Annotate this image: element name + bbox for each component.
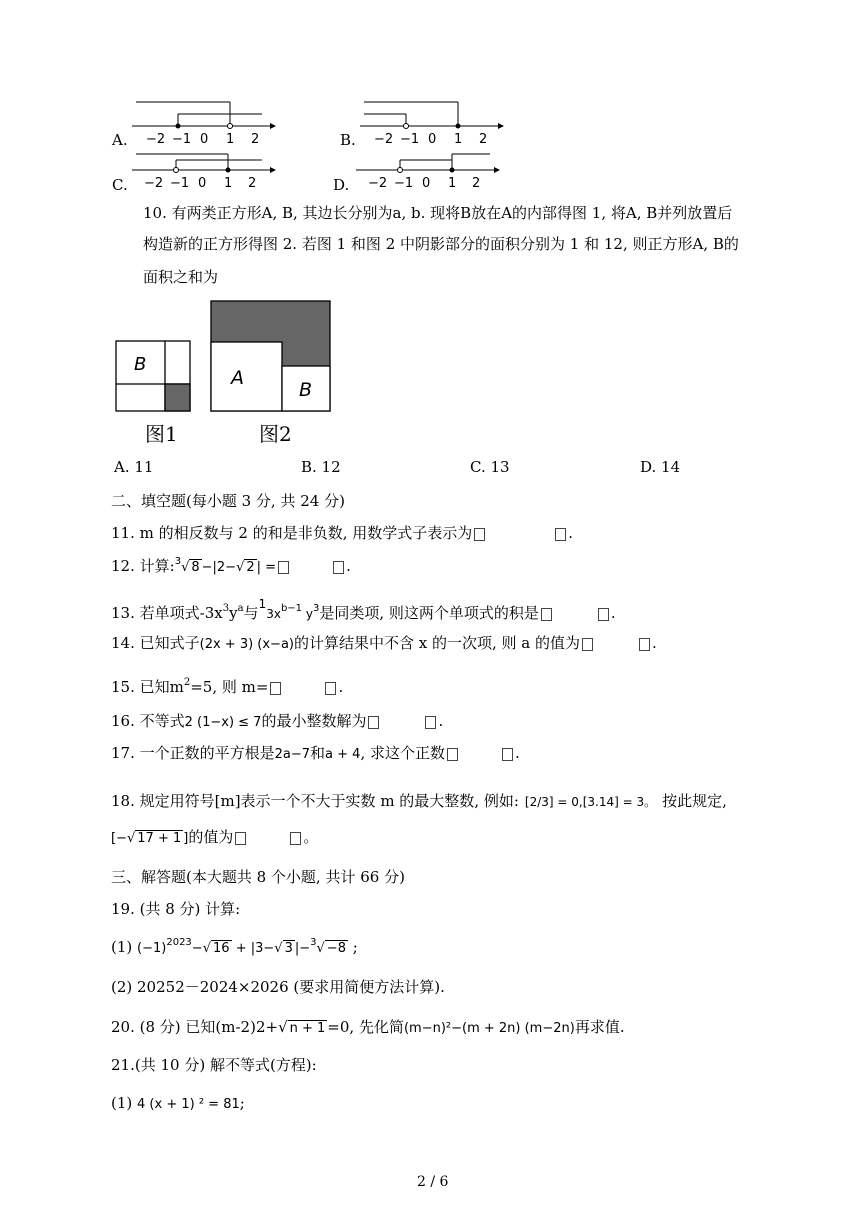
number-line-a <box>132 100 277 148</box>
q17-root2: a + 4 <box>325 747 361 762</box>
q19-part2: (2) 20252－2024×2026 (要求用简便方法计算). <box>111 978 445 996</box>
number-line-d <box>356 146 501 192</box>
q21-equation: 4 (x + 1) ² = 81 <box>137 1097 240 1112</box>
part-label: (1) <box>111 938 133 956</box>
part-end: ; <box>352 938 358 956</box>
answer-blank <box>235 832 246 845</box>
tick-label: −2 <box>374 132 394 147</box>
answer-blank <box>333 561 344 574</box>
q12-prefix: 12. 计算: <box>111 557 175 575</box>
option-a-label: A. <box>112 131 128 149</box>
q17-prefix: 17. 一个正数的平方根是 <box>111 744 275 762</box>
cube-root-index: 3 <box>310 937 317 948</box>
q21-part1 <box>111 1094 245 1112</box>
q19-head: 19. (共 8 分) 计算: <box>111 900 241 918</box>
q10-option-a: A. 11 <box>114 458 154 476</box>
tick-label: 2 <box>248 176 257 191</box>
part-label: (1) <box>111 1094 133 1112</box>
q18-line2-text: 的值为 <box>188 828 234 846</box>
answer-blank <box>447 748 458 761</box>
fig1-caption: 图1 <box>145 422 178 446</box>
q19-part1: (1) $(-1)^{2023}-√$ 16 + |3−√ 3 |−$^3$√ −8 ; <box>111 937 358 956</box>
q12: 12. 计算:$^3$√ 8 −|2−√ 2 | = . <box>111 556 351 575</box>
fraction-denominator: 3 <box>266 607 274 621</box>
option-c-label: C. <box>112 176 128 194</box>
answer-blank <box>639 638 650 651</box>
q20-expression: (m−n)²−(m + 2n) (m−2n) <box>403 1021 575 1036</box>
q18-line1 <box>111 790 727 811</box>
figure-1 <box>114 338 194 414</box>
figure-2 <box>208 298 334 416</box>
q12-tail: | = <box>256 560 277 575</box>
q17-tail: , 求这个正数 <box>360 744 445 762</box>
q13-end: . <box>610 604 616 622</box>
exponent: 3 <box>222 603 230 614</box>
q21-head: 21.(共 10 分) 解不等式(方程): <box>111 1056 317 1074</box>
exponent: 2 <box>183 677 191 688</box>
q10-option-d: D. 14 <box>640 458 681 476</box>
number-line-b <box>360 100 505 148</box>
q18-example: [2/3] = 0,[3.14] = 3。 <box>524 795 657 809</box>
q11 <box>111 522 573 543</box>
answer-blank <box>270 682 281 695</box>
fig1-label-b: B <box>134 354 147 375</box>
answer-blank <box>474 528 485 541</box>
q11-end: . <box>568 524 574 542</box>
q15 <box>111 676 343 697</box>
radicand: 2 <box>246 560 255 575</box>
q16-expression: 2 (1−x) ≤ 7 <box>184 715 262 730</box>
variable: y <box>229 604 238 622</box>
q10-line2: 构造新的正方形得图 2. 若图 1 和图 2 中阴影部分的面积分别为 1 和 12, 则正方形A, B的 <box>143 235 739 253</box>
q14-end: . <box>652 634 657 652</box>
conjunction: 与 <box>243 604 259 622</box>
tick-label: −1 <box>394 176 414 191</box>
q15-end: . <box>338 678 344 696</box>
tick-label: 1 <box>224 176 233 191</box>
tick-label: −2 <box>146 132 166 147</box>
radicand: 3 <box>284 941 293 956</box>
fig2-caption: 图2 <box>259 422 292 446</box>
tick-label: 1 <box>226 132 235 147</box>
option-d-label: D. <box>333 176 350 194</box>
tick-label: 0 <box>422 176 431 191</box>
q15-prefix: 15. 已知m <box>111 678 184 696</box>
tick-label: 2 <box>251 132 260 147</box>
q18-end: 。 <box>303 828 319 846</box>
radicand: n + 1 <box>289 1021 326 1036</box>
radicand: 17 + 1 <box>137 831 182 846</box>
section-2-heading: 二、填空题(每小题 3 分, 共 24 分) <box>111 492 345 510</box>
fraction-numerator: 1 <box>258 597 267 611</box>
tick-label: 0 <box>198 176 207 191</box>
base: (−1) <box>137 941 167 956</box>
radicand: −8 <box>326 941 346 956</box>
q13-tail: 是同类项, 则这两个单项式的积是 <box>319 604 539 622</box>
answer-blank <box>541 608 552 621</box>
q10-line1: 10. 有两类正方形A, B, 其边长分别为a, b. 现将B放在A的内部得图 1, 将A, B并列放置后 <box>143 204 733 222</box>
radicand: 16 <box>213 941 230 956</box>
tick-label: 2 <box>479 132 488 147</box>
answer-blank <box>502 748 513 761</box>
q14-tail: 的计算结果中不含 x 的一次项, 则 a 的值为 <box>294 634 581 652</box>
option-b-label: B. <box>340 131 356 149</box>
answer-blank <box>582 638 593 651</box>
section-3-heading: 三、解答题(本大题共 8 个小题, 共计 66 分) <box>111 868 405 886</box>
q13-prefix: 13. 若单项式-3x <box>111 604 223 622</box>
q14-expression: (2x + 3) (x−a) <box>199 637 294 652</box>
answer-blank <box>290 832 301 845</box>
q18-tail: 按此规定, <box>662 792 727 810</box>
answer-blank <box>425 716 436 729</box>
tick-label: −2 <box>368 176 388 191</box>
answer-blank <box>325 682 336 695</box>
exponent: b−1 <box>280 603 303 614</box>
q10-line3: 面积之和为 <box>143 268 219 286</box>
q11-text: 11. m 的相反数与 2 的和是非负数, 用数学式子表示为 <box>111 524 473 542</box>
tick-label: −2 <box>144 176 164 191</box>
page-number: 2 / 6 <box>417 1174 449 1190</box>
answer-blank <box>598 608 609 621</box>
q13 <box>111 597 616 623</box>
q20-tail: 再求值. <box>574 1018 625 1036</box>
exponent: 2023 <box>166 937 192 948</box>
q18-line2: [−√ 17 + 1 ]的值为 。 <box>111 828 319 846</box>
variable: y <box>305 607 313 621</box>
q17-root1: 2a−7 <box>274 747 311 762</box>
tick-label: 1 <box>448 176 457 191</box>
q15-tail: =5, 则 m= <box>190 678 269 696</box>
variable: x <box>273 607 281 621</box>
tick-label: 0 <box>428 132 437 147</box>
q17 <box>111 742 520 763</box>
q16-tail: 的最小整数解为 <box>261 712 367 730</box>
q16-prefix: 16. 不等式 <box>111 712 185 730</box>
q16-end: . <box>438 712 444 730</box>
bracket-close: ] <box>183 831 189 846</box>
answer-blank <box>278 561 289 574</box>
tick-label: −1 <box>400 132 420 147</box>
abs-close: |− <box>294 941 311 956</box>
tick-label: 2 <box>472 176 481 191</box>
tick-label: 1 <box>454 132 463 147</box>
answer-blank <box>555 528 566 541</box>
q20-mid: =0, 先化简 <box>327 1018 404 1036</box>
q14 <box>111 632 657 653</box>
abs-open: + |3− <box>235 941 275 956</box>
bracket-open: [− <box>111 831 127 846</box>
number-line-c <box>132 146 277 192</box>
q10-option-b: B. 12 <box>301 458 341 476</box>
cube-root-index: 3 <box>174 556 182 567</box>
q12-end: . <box>346 557 351 575</box>
q10-option-c: C. 13 <box>470 458 510 476</box>
tick-label: 0 <box>200 132 209 147</box>
q20-prefix: 20. (8 分) 已知(m-2)2+ <box>111 1018 279 1036</box>
q12-mid: −|2− <box>201 560 237 575</box>
q16 <box>111 710 443 731</box>
exponent: 3 <box>312 603 320 614</box>
tick-label: −1 <box>172 132 192 147</box>
q20: 20. (8 分) 已知(m-2)2+√ n + 1 =0, 先化简(m−n)²−(m + 2n) (m−2n)再求值. <box>111 1018 625 1036</box>
operator: − <box>191 941 203 956</box>
exponent: a <box>237 603 244 614</box>
q14-prefix: 14. 已知式子 <box>111 634 200 652</box>
fig2-label-a: A <box>231 367 244 389</box>
conjunction: 和 <box>310 744 326 762</box>
answer-blank <box>368 716 379 729</box>
part-end: ; <box>239 1094 245 1112</box>
radicand: 8 <box>191 560 200 575</box>
q18-text: 18. 规定用符号[m]表示一个不大于实数 m 的最大整数, 例如: <box>111 792 519 810</box>
q17-end: . <box>515 744 520 762</box>
fig2-label-b: B <box>299 379 313 401</box>
tick-label: −1 <box>170 176 190 191</box>
